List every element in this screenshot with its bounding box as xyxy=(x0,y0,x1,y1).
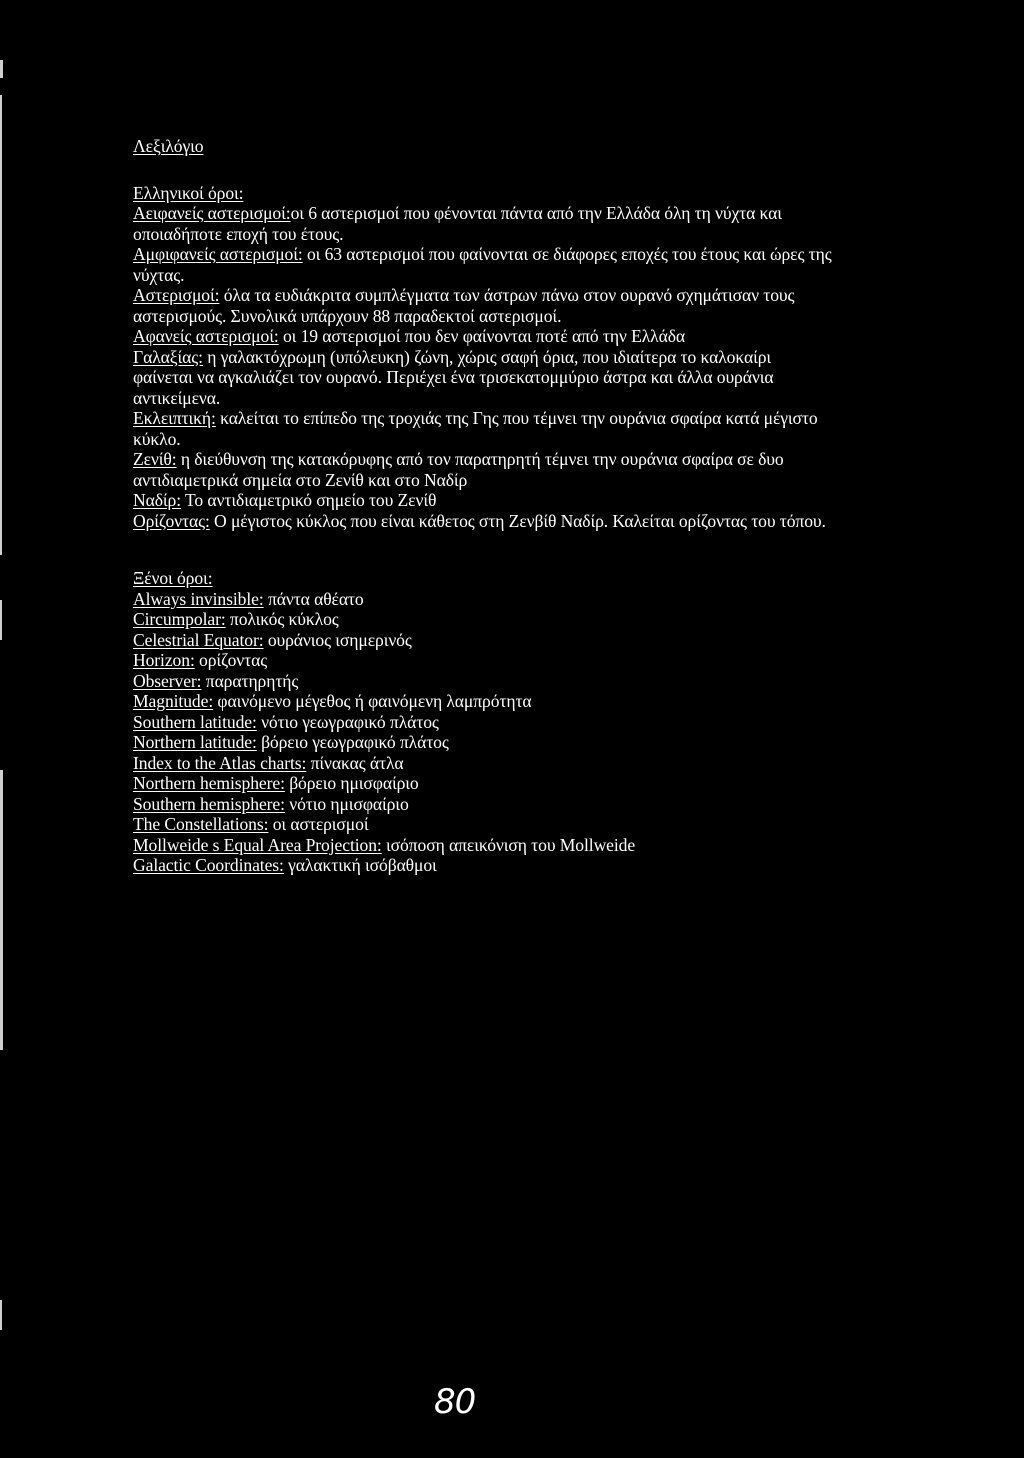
glossary-entry xyxy=(133,490,833,511)
greek-terms-section xyxy=(133,183,833,532)
glossary-definition: Το αντιδιαμετρικό σημείο του Ζενίθ xyxy=(181,490,437,510)
glossary-term: Αμφιφανείς αστερισμοί: xyxy=(133,244,303,264)
glossary-entry xyxy=(133,347,833,409)
glossary-definition: καλείται το επίπεδο της τροχιάς της Γης που τέμνει την ουράνια σφαίρα κατά μέγιστο κύκλο. xyxy=(133,408,818,449)
glossary-term: Always invinsible: xyxy=(133,588,264,609)
glossary-definition: ορίζοντας xyxy=(194,650,268,670)
glossary-entry xyxy=(133,203,833,244)
glossary-definition: γαλακτική ισόβαθμοι xyxy=(283,855,437,875)
glossary-term: Ναδίρ: xyxy=(133,490,182,510)
glossary-entry xyxy=(133,773,833,794)
glossary-term: Ορίζοντας: xyxy=(133,510,210,531)
glossary-term: Circumpolar: xyxy=(133,609,226,629)
glossary-entry xyxy=(133,835,833,856)
glossary-definition: παρατηρητής xyxy=(201,670,299,691)
foreign-terms-heading: Ξένοι όροι: xyxy=(133,568,213,588)
glossary-definition: πολικός κύκλος xyxy=(225,609,339,629)
glossary-term: Index to the Atlas charts: xyxy=(133,752,307,773)
glossary-entry xyxy=(133,408,833,449)
glossary-entry xyxy=(133,609,833,630)
glossary-entry xyxy=(133,589,833,610)
glossary-term: Northern hemisphere: xyxy=(133,773,285,793)
glossary-entry xyxy=(133,732,833,753)
glossary-term: Celestrial Equator: xyxy=(133,629,264,650)
scan-edge-mark xyxy=(0,60,3,78)
glossary-definition: οι 19 αστερισμοί που δεν φαίνονται ποτέ από την Ελλάδα xyxy=(278,326,686,346)
page-number: 80 xyxy=(434,1382,476,1422)
glossary-definition: οι 6 αστερισμοί που φένονται πάντα από την Ελλάδα όλη τη νύχτα και οποιαδήποτε εποχή του έτους. xyxy=(133,203,782,244)
glossary-term: Magnitude: xyxy=(133,691,214,711)
glossary-entry xyxy=(133,449,833,490)
glossary-entry xyxy=(133,671,833,692)
document-body xyxy=(133,136,833,876)
glossary-term: Galactic Coordinates: xyxy=(133,855,284,875)
glossary-term: Observer: xyxy=(133,670,202,691)
page-title: Λεξιλόγιο xyxy=(133,136,204,156)
glossary-entry xyxy=(133,244,833,285)
glossary-entry xyxy=(133,650,833,671)
scan-edge-mark xyxy=(0,95,2,555)
glossary-definition: πίνακας άτλα xyxy=(306,752,404,773)
glossary-definition: όλα τα ευδιάκριτα συμπλέγματα των άστρων πάνω στον ουρανό σχημάτισαν τους αστερισμούς. Συνολικά υπάρχουν 88 παραδεκτοί αστερισμοί. xyxy=(133,285,795,326)
glossary-definition: βόρειο γεωγραφικό πλάτος xyxy=(256,732,449,752)
section-spacer xyxy=(133,531,833,568)
greek-terms-heading: Ελληνικοί όροι: xyxy=(133,182,244,203)
glossary-entry xyxy=(133,794,833,815)
glossary-definition: οι 63 αστερισμοί που φαίνονται σε διάφορες εποχές του έτους και ώρες της νύχτας. xyxy=(133,244,832,285)
glossary-entry xyxy=(133,691,833,712)
glossary-definition: φαινόμενο μέγεθος ή φαινόμενη λαμπρότητα xyxy=(213,691,532,711)
glossary-term: The Constellations: xyxy=(133,814,269,834)
scan-edge-mark xyxy=(0,1300,2,1330)
glossary-entry xyxy=(133,814,833,835)
glossary-entry xyxy=(133,511,833,532)
glossary-entry xyxy=(133,630,833,651)
glossary-term: Horizon: xyxy=(133,650,195,670)
glossary-entry xyxy=(133,326,833,347)
glossary-entry xyxy=(133,855,833,876)
glossary-definition: πάντα αθέατο xyxy=(263,588,364,609)
glossary-definition: η γαλακτόχρωμη (υπόλευκη) ζώνη, χώρις σαφή όρια, που ιδιαίτερα το καλοκαίρι φαίνεται να αγκαλιάζει τον ουρανό. Περιέχει ένα τρισεκατομμύριο άστρα και άλλα ουράνια αντικείμενα. xyxy=(133,346,774,408)
scan-edge-mark xyxy=(0,770,3,1050)
foreign-terms-section xyxy=(133,568,833,876)
glossary-term: Mollweide s Equal Area Projection: xyxy=(133,834,382,855)
glossary-term: Αειφανείς αστερισμοί: xyxy=(133,203,291,223)
glossary-entry xyxy=(133,285,833,326)
glossary-term: Εκλειπτική: xyxy=(133,408,216,428)
glossary-term: Southern latitude: xyxy=(133,711,257,732)
glossary-entry xyxy=(133,753,833,774)
glossary-definition: νότιο γεωγραφικό πλάτος xyxy=(256,711,439,732)
glossary-definition: βόρειο ημισφαίριο xyxy=(284,773,419,793)
glossary-entry xyxy=(133,712,833,733)
glossary-term: Ζενίθ: xyxy=(133,449,177,469)
glossary-term: Αστερισμοί: xyxy=(133,285,220,305)
glossary-definition: ισόποση απεικόνιση του Mollweide xyxy=(381,834,636,855)
glossary-definition: νότιο ημισφαίριο xyxy=(284,793,409,814)
glossary-definition: η διεύθυνση της κατακόρυφης από τον παρατηρητή τέμνει την ουράνια σφαίρα σε δυο αντιδιαμετρικά σημεία στο Ζενίθ και στο Ναδίρ xyxy=(133,449,784,490)
glossary-definition: οι αστερισμοί xyxy=(268,814,369,834)
glossary-term: Southern hemisphere: xyxy=(133,793,285,814)
glossary-definition: Ο μέγιστος κύκλος που είναι κάθετος στη Ζενβίθ Ναδίρ. Καλείται ορίζοντας του τόπου. xyxy=(209,510,826,531)
scan-edge-mark xyxy=(0,600,2,640)
glossary-term: Γαλαξίας: xyxy=(133,346,203,367)
glossary-term: Northern latitude: xyxy=(133,732,257,752)
glossary-definition: ουράνιος ισημερινός xyxy=(263,629,412,650)
glossary-term: Αφανείς αστερισμοί: xyxy=(133,326,279,346)
